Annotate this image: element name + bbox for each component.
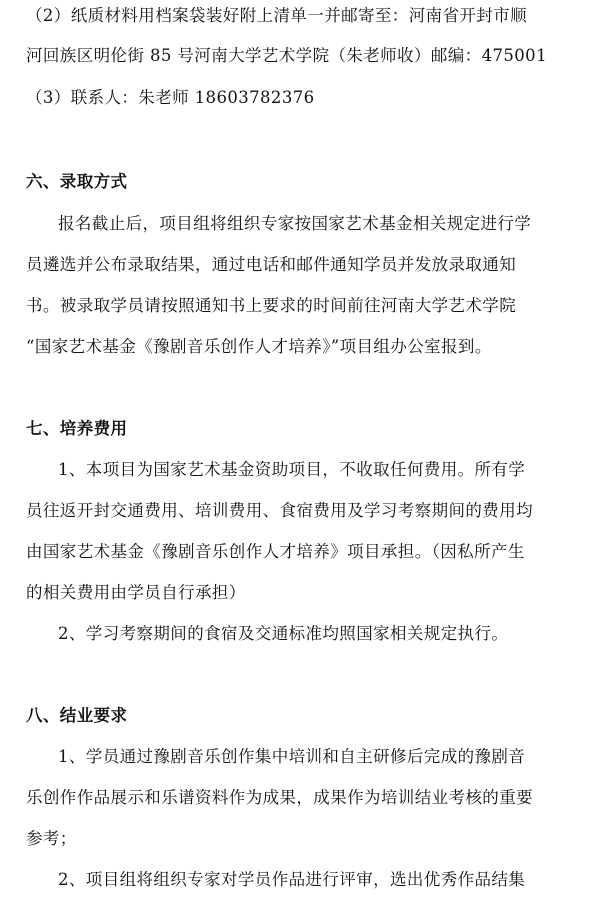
section-7-heading: 七、培养费用 — [26, 419, 128, 438]
mailing-address-line-2: 河回族区明伦街 85 号河南大学艺术学院（朱老师收）邮编：475001 — [26, 46, 547, 65]
section-8-line: 1、学员通过豫剧音乐创作集中培训和自主研修后完成的豫剧音 — [58, 747, 526, 766]
section-7-line: 2、学习考察期间的食宿及交通标准均照国家相关规定执行。 — [58, 624, 509, 643]
section-7-line: 的相关费用由学员自行承担） — [26, 583, 246, 602]
section-7-line: 1、本项目为国家艺术基金资助项目，不收取任何费用。所有学 — [58, 460, 526, 479]
contact-person-line: （3）联系人：朱老师 18603782376 — [26, 88, 315, 107]
section-8-heading: 八、结业要求 — [26, 706, 128, 725]
section-6-line: 员遴选并公布录取结果，通过电话和邮件通知学员并发放录取通知 — [26, 255, 517, 274]
section-6-heading: 六、录取方式 — [26, 172, 128, 191]
section-8-line: 参考； — [26, 829, 77, 848]
section-7-line: 员往返开封交通费用、培训费用、食宿费用及学习考察期间的费用均 — [26, 501, 533, 520]
section-8-line: 乐创作作品展示和乐谱资料作为成果，成果作为培训结业考核的重要 — [26, 788, 533, 807]
section-6-line: “国家艺术基金《豫剧音乐创作人才培养》”项目组办公室报到。 — [26, 337, 492, 356]
mailing-address-line-1: （2）纸质材料用档案袋装好附上清单一并邮寄至：河南省开封市顺 — [26, 6, 527, 25]
section-6-line: 报名截止后，项目组将组织专家按国家艺术基金相关规定进行学 — [58, 214, 532, 233]
section-6-line: 书。被录取学员请按照通知书上要求的时间前往河南大学艺术学院 — [26, 296, 517, 315]
section-8-line: 2、项目组将组织专家对学员作品进行评审，选出优秀作品结集 — [58, 870, 526, 889]
section-7-line: 由国家艺术基金《豫剧音乐创作人才培养》项目承担。（因私所产生 — [26, 542, 525, 561]
